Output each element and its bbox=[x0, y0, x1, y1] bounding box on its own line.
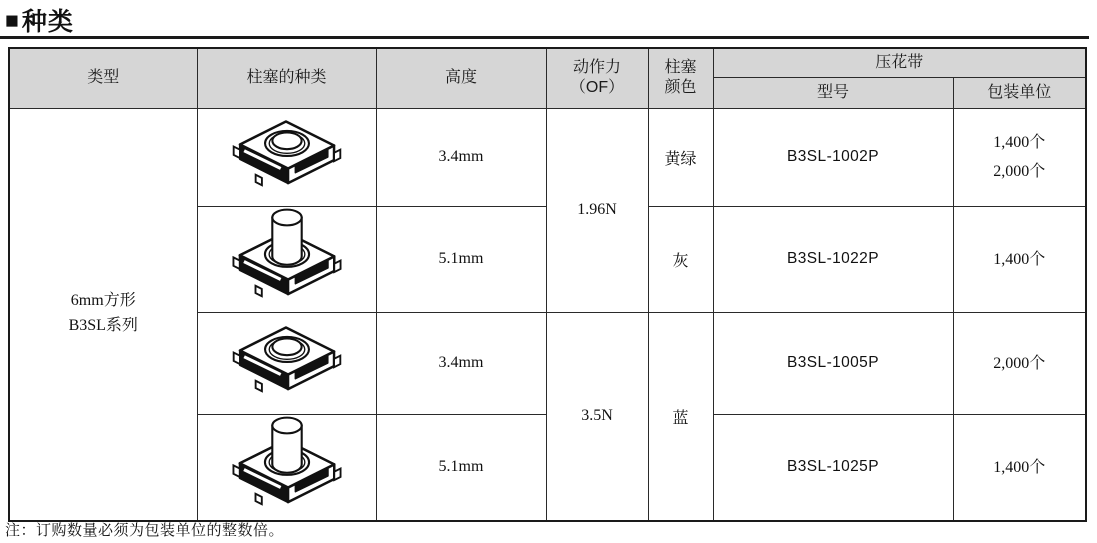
header-color-line2: 颜色 bbox=[664, 79, 697, 97]
cell-packaging-unit: 2,000个 bbox=[953, 312, 1086, 414]
flat-plunger-switch-image bbox=[226, 317, 348, 409]
tall-plunger-switch-image bbox=[226, 207, 348, 312]
cell-model: B3SL-1025P bbox=[713, 414, 953, 521]
header-force-line2: （OF） bbox=[569, 79, 625, 97]
cell-operating-force: 3.5N bbox=[546, 312, 648, 521]
title-divider bbox=[0, 36, 1089, 39]
flat-plunger-switch-image bbox=[226, 111, 348, 203]
cell-plunger-color: 蓝 bbox=[648, 312, 713, 521]
cell-plunger-image bbox=[197, 414, 376, 521]
header-force-line1: 动作力 bbox=[572, 59, 621, 77]
table-row bbox=[9, 108, 1086, 206]
header-packaging-unit: 包装单位 bbox=[953, 77, 1086, 108]
cell-packaging-unit bbox=[953, 108, 1086, 206]
cell-plunger-image bbox=[197, 206, 376, 312]
tall-plunger-switch-image bbox=[226, 415, 348, 520]
cell-operating-force: 1.96N bbox=[546, 108, 648, 312]
cell-packaging-unit: 1,400个 bbox=[953, 414, 1086, 521]
cell-height: 5.1mm bbox=[376, 206, 546, 312]
header-embossed-tape: 压花带 bbox=[713, 48, 1086, 77]
header-height: 高度 bbox=[376, 48, 546, 108]
cell-height: 3.4mm bbox=[376, 312, 546, 414]
order-note: 注：订购数量必须为包装单位的整数倍。 bbox=[5, 523, 285, 539]
cell-model: B3SL-1022P bbox=[713, 206, 953, 312]
header-operating-force bbox=[546, 48, 648, 108]
header-plunger-color bbox=[648, 48, 713, 108]
header-plunger-kind: 柱塞的种类 bbox=[197, 48, 376, 108]
cell-model: B3SL-1005P bbox=[713, 312, 953, 414]
page-title bbox=[5, 2, 74, 38]
cell-plunger-image bbox=[197, 108, 376, 206]
packaging-qty: 2,000个 bbox=[993, 163, 1046, 180]
cell-packaging-unit: 1,400个 bbox=[953, 206, 1086, 312]
page-title-text: 种类 bbox=[21, 8, 74, 36]
series-type-line1: 6mm方形 bbox=[70, 292, 136, 310]
cell-plunger-color: 黄绿 bbox=[648, 108, 713, 206]
cell-series-type bbox=[9, 108, 197, 521]
header-color-line1: 柱塞 bbox=[664, 59, 697, 77]
section-square-icon: ■ bbox=[5, 6, 20, 33]
cell-model: B3SL-1002P bbox=[713, 108, 953, 206]
cell-height: 5.1mm bbox=[376, 414, 546, 521]
cell-height: 3.4mm bbox=[376, 108, 546, 206]
product-spec-table bbox=[8, 47, 1087, 522]
cell-plunger-color: 灰 bbox=[648, 206, 713, 312]
cell-plunger-image bbox=[197, 312, 376, 414]
series-type-line2: B3SL系列 bbox=[68, 317, 138, 334]
packaging-qty: 1,400个 bbox=[993, 134, 1046, 151]
header-type: 类型 bbox=[9, 48, 197, 108]
header-model: 型号 bbox=[713, 77, 953, 108]
